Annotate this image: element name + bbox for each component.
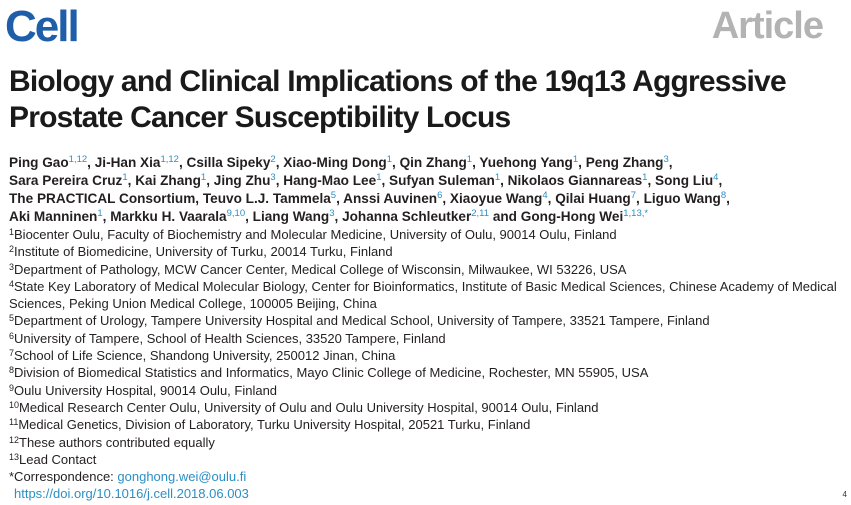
author-separator: , bbox=[718, 173, 723, 188]
author bbox=[203, 191, 336, 206]
author-separator: , bbox=[245, 209, 253, 224]
affiliation-number: 12 bbox=[9, 434, 20, 445]
affiliation-item bbox=[9, 347, 844, 364]
affiliation-item bbox=[9, 312, 844, 329]
author-separator: , bbox=[102, 209, 111, 224]
author bbox=[343, 191, 442, 206]
author-name: Liang Wang bbox=[252, 209, 330, 224]
affiliation-item bbox=[9, 364, 844, 381]
author-name: Qin Zhang bbox=[399, 155, 467, 170]
cell-journal-logo: Cell bbox=[5, 2, 78, 51]
author-name: Csilla Sipeky bbox=[186, 155, 271, 170]
author-name: Aki Manninen bbox=[9, 209, 98, 224]
author-affiliation-marker[interactable]: 1 bbox=[642, 172, 648, 183]
affiliation-text: Department of Pathology, MCW Cancer Center, Medical College of Wisconsin, Milwaukee, WI 53226, USA bbox=[14, 261, 627, 277]
correspondence-line bbox=[9, 468, 844, 485]
author-name: Xiao-Ming Dong bbox=[283, 155, 387, 170]
correspondence-email-link[interactable]: gonghong.wei@oulu.fi bbox=[117, 469, 247, 485]
author-affiliation-marker[interactable]: 1 bbox=[376, 172, 382, 183]
affiliation-text: Department of Urology, Tampere University Hospital and Medical School, University of Tampere, 33521 Tampere, Finland bbox=[14, 313, 710, 329]
author bbox=[95, 155, 179, 170]
author-name: Liguo Wang bbox=[643, 191, 721, 206]
author-separator: , bbox=[392, 155, 400, 170]
affiliation-number: 3 bbox=[9, 261, 15, 272]
author-name: Nikolaos Giannareas bbox=[507, 173, 643, 188]
author bbox=[283, 173, 381, 188]
author-affiliation-marker[interactable]: 2,11 bbox=[471, 208, 490, 219]
author-separator: , bbox=[195, 191, 203, 206]
author-affiliation-marker[interactable]: 1 bbox=[466, 154, 473, 165]
affiliation-item bbox=[9, 330, 844, 347]
author-affiliation-marker[interactable]: 4 bbox=[713, 172, 719, 183]
author bbox=[586, 155, 669, 170]
author-separator: , bbox=[336, 191, 344, 206]
author-separator: , bbox=[547, 191, 556, 206]
author bbox=[508, 173, 648, 188]
affiliation-item bbox=[9, 278, 844, 313]
affiliation-item bbox=[9, 243, 844, 260]
affiliation-number: 2 bbox=[9, 244, 15, 255]
author-affiliation-marker[interactable]: 1,12 bbox=[68, 154, 88, 165]
author-separator: , bbox=[647, 173, 656, 188]
author bbox=[389, 173, 500, 188]
author bbox=[342, 209, 489, 224]
affiliation-number: 11 bbox=[9, 417, 19, 428]
author bbox=[135, 173, 206, 188]
affiliation-item bbox=[9, 382, 844, 399]
doi-link[interactable]: https://doi.org/10.1016/j.cell.2018.06.003 bbox=[14, 486, 249, 502]
affiliation-list bbox=[9, 226, 844, 503]
affiliation-text: University of Tampere, School of Health Sciences, 33520 Tampere, Finland bbox=[14, 330, 446, 346]
author-affiliation-marker[interactable]: 1 bbox=[386, 154, 393, 165]
author-separator: , bbox=[578, 155, 586, 170]
author-list bbox=[9, 154, 844, 226]
author-separator: , bbox=[87, 155, 95, 170]
author bbox=[450, 191, 548, 206]
affiliation-number: 6 bbox=[9, 330, 15, 341]
affiliation-item bbox=[9, 434, 844, 451]
author-separator: , bbox=[500, 173, 508, 188]
affiliation-number: 7 bbox=[9, 348, 15, 359]
author bbox=[400, 155, 473, 170]
author-affiliation-marker[interactable]: 3 bbox=[329, 208, 335, 219]
author-affiliation-marker[interactable]: 1 bbox=[200, 172, 207, 183]
author-affiliation-marker[interactable]: 1 bbox=[572, 154, 579, 165]
affiliation-text: Biocenter Oulu, Faculty of Biochemistry and Molecular Medicine, University of Oulu, 90014 Oulu, Finland bbox=[14, 227, 617, 242]
author bbox=[253, 209, 335, 224]
affiliation-text: School of Life Science, Shandong University, 250012 Jinan, China bbox=[14, 348, 396, 364]
author-separator: , bbox=[381, 173, 390, 188]
affiliation-text: Oulu University Hospital, 90014 Oulu, Finland bbox=[14, 382, 278, 398]
affiliation-text: Medical Research Center Oulu, University of Oulu and Oulu University Hospital, 90014 Oulu, Finland bbox=[19, 399, 599, 415]
author-affiliation-marker[interactable]: 1 bbox=[494, 172, 501, 183]
author-separator: , bbox=[275, 173, 284, 188]
affiliation-text: Medical Genetics, Division of Laboratory, Turku University Hospital, 20521 Turku, Finland bbox=[18, 417, 531, 433]
author bbox=[521, 209, 648, 224]
author bbox=[479, 155, 578, 170]
author-separator: , bbox=[334, 209, 343, 224]
author-affiliation-marker[interactable]: 5 bbox=[330, 190, 337, 201]
author-name: Jing Zhu bbox=[213, 173, 271, 188]
correspondence-label: *Correspondence: bbox=[9, 469, 118, 485]
author bbox=[110, 209, 245, 224]
author-separator: , bbox=[636, 191, 644, 206]
affiliation-text: State Key Laboratory of Medical Molecular Biology, Center for Bioinformatics, Institute of Basic Medical Sciences, Chinese Academy of Medical Sciences, Peking Union Medical College, 100005 Beijing, China bbox=[9, 278, 837, 312]
author-name: Qilai Huang bbox=[555, 191, 631, 206]
affiliation-item bbox=[9, 261, 844, 278]
affiliation-number: 4 bbox=[9, 278, 15, 289]
author-affiliation-marker[interactable]: 4 bbox=[542, 190, 548, 201]
author-name: Ping Gao bbox=[9, 155, 69, 170]
affiliation-item bbox=[9, 416, 844, 433]
author-affiliation-marker[interactable]: 9,10 bbox=[226, 208, 246, 219]
author-name: Markku H. Vaarala bbox=[110, 209, 227, 224]
author-name: Song Liu bbox=[655, 173, 714, 188]
affiliation-number: 13 bbox=[9, 451, 20, 462]
author-separator: , bbox=[275, 155, 284, 170]
author-name: Kai Zhang bbox=[135, 173, 201, 188]
affiliation-number: 1 bbox=[9, 227, 15, 237]
author-name: Teuvo L.J. Tammela bbox=[202, 191, 331, 206]
author-separator: and bbox=[489, 209, 521, 224]
author-name: Yuehong Yang bbox=[479, 155, 573, 170]
author-affiliation-marker[interactable]: 1,12 bbox=[160, 154, 179, 165]
author bbox=[9, 155, 87, 170]
author-affiliation-marker[interactable]: 1,13,* bbox=[623, 208, 649, 219]
author-affiliation-marker[interactable]: 2 bbox=[270, 154, 276, 165]
author-name: Sara Pereira Cruz bbox=[9, 173, 123, 188]
author bbox=[187, 155, 276, 170]
author bbox=[644, 191, 727, 206]
author-affiliation-marker[interactable]: 1 bbox=[122, 172, 128, 183]
author bbox=[9, 191, 195, 206]
author-affiliation-marker[interactable]: 6 bbox=[437, 190, 443, 201]
author-name: Peng Zhang bbox=[585, 155, 664, 170]
author bbox=[214, 173, 276, 188]
paper-title: Biology and Clinical Implications of the 19q13 Aggressive Prostate Cancer Susceptibility Locus bbox=[9, 65, 786, 134]
author-affiliation-marker[interactable]: 7 bbox=[630, 190, 637, 201]
affiliation-number: 5 bbox=[9, 313, 15, 324]
author-separator: , bbox=[726, 191, 730, 206]
affiliation-item bbox=[9, 226, 844, 243]
author-name: Xiaoyue Wang bbox=[449, 191, 543, 206]
author bbox=[555, 191, 636, 206]
author bbox=[9, 173, 128, 188]
author-name: Sufyan Suleman bbox=[389, 173, 495, 188]
author-separator: , bbox=[127, 173, 136, 188]
author-affiliation-marker[interactable]: 3 bbox=[270, 172, 276, 183]
affiliation-text: Division of Biomedical Statistics and Informatics, Mayo Clinic College of Medicine, Rochester, MN 55905, USA bbox=[14, 365, 649, 381]
author-name: The PRACTICAL Consortium bbox=[9, 191, 196, 206]
author-name: Hang-Mao Lee bbox=[283, 173, 377, 188]
author-affiliation-marker[interactable]: 8 bbox=[720, 190, 727, 201]
author-separator: , bbox=[472, 155, 480, 170]
affiliation-item bbox=[9, 399, 844, 416]
affiliation-text: Lead Contact bbox=[19, 451, 97, 467]
author bbox=[655, 173, 718, 188]
affiliation-text: Institute of Biomedicine, University of Turku, 20014 Turku, Finland bbox=[14, 244, 393, 260]
author-name: Anssi Auvinen bbox=[343, 191, 438, 206]
article-type-label: Article bbox=[711, 5, 823, 47]
author bbox=[9, 209, 103, 224]
page-number: 4 bbox=[842, 490, 847, 499]
author-name: Gong-Hong Wei bbox=[520, 209, 624, 224]
author-affiliation-marker[interactable]: 1 bbox=[97, 208, 103, 219]
author-separator: , bbox=[178, 155, 187, 170]
author-separator: , bbox=[668, 155, 673, 170]
author-name: Ji-Han Xia bbox=[94, 155, 161, 170]
affiliation-number: 10 bbox=[9, 399, 20, 410]
author-affiliation-marker[interactable]: 3 bbox=[663, 154, 669, 165]
affiliation-text: These authors contributed equally bbox=[19, 434, 215, 450]
author-name: Johanna Schleutker bbox=[342, 209, 472, 224]
author-separator: , bbox=[206, 173, 214, 188]
author-separator: , bbox=[442, 191, 450, 206]
affiliation-item bbox=[9, 451, 844, 468]
author bbox=[283, 155, 392, 170]
affiliation-number: 8 bbox=[9, 365, 15, 376]
doi-line bbox=[9, 485, 844, 502]
affiliation-number: 9 bbox=[9, 382, 15, 393]
